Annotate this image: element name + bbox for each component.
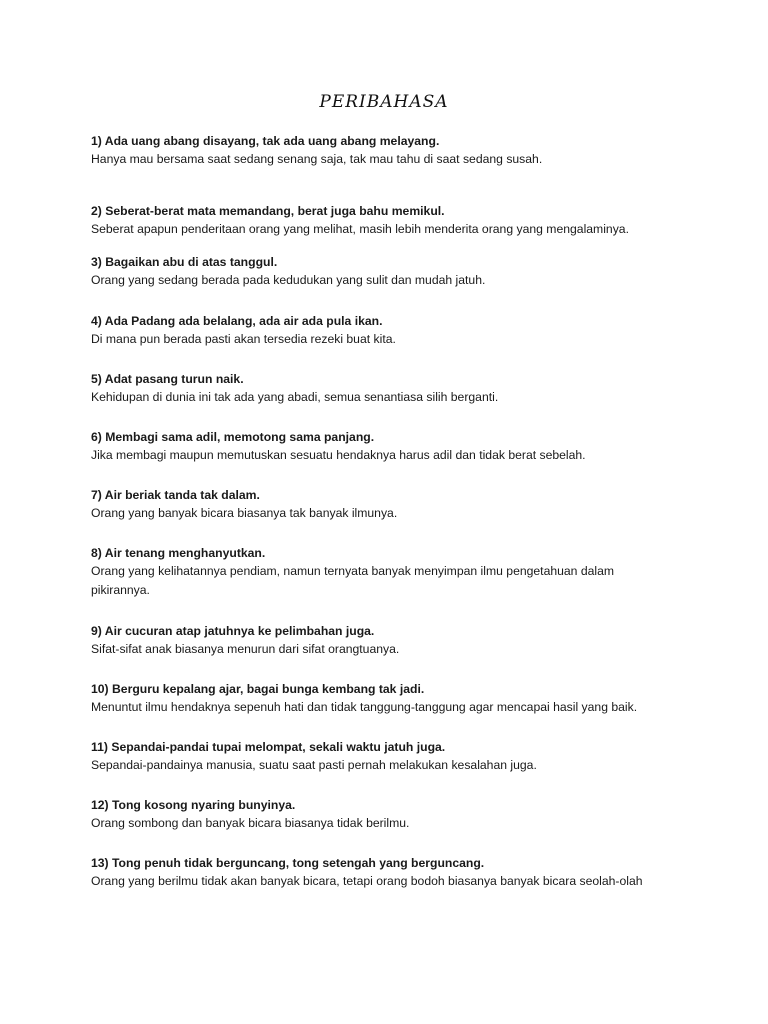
list-item bbox=[91, 253, 691, 290]
list-item bbox=[91, 680, 691, 717]
proverb-text: 8) Air tenang menghanyutkan. bbox=[91, 546, 266, 560]
proverb-text: 13) Tong penuh tidak berguncang, tong setengah yang berguncang. bbox=[91, 856, 485, 870]
proverb-text: 4) Ada Padang ada belalang, ada air ada pula ikan. bbox=[91, 314, 383, 328]
list-item bbox=[91, 622, 691, 659]
page-title: PERIBAHASA bbox=[319, 92, 449, 112]
list-item bbox=[91, 486, 691, 523]
proverb-meaning: Jika membagi maupun memutuskan sesuatu hendaknya harus adil dan tidak berat sebelah. bbox=[91, 448, 586, 462]
proverb-text: 6) Membagi sama adil, memotong sama panjang. bbox=[91, 430, 375, 444]
proverb-meaning: Orang yang banyak bicara biasanya tak banyak ilmunya. bbox=[91, 506, 398, 520]
proverb-meaning: Orang sombong dan banyak bicara biasanya tidak berilmu. bbox=[91, 816, 410, 830]
proverb-text: 9) Air cucuran atap jatuhnya ke pelimbahan juga. bbox=[91, 624, 375, 638]
proverb-text: 11) Sepandai-pandai tupai melompat, sekali waktu jatuh juga. bbox=[91, 740, 446, 754]
list-item bbox=[91, 428, 691, 465]
list-item bbox=[91, 202, 691, 239]
list-item bbox=[91, 854, 691, 891]
list-item bbox=[91, 738, 691, 775]
proverb-meaning: Orang yang kelihatannya pendiam, namun ternyata banyak menyimpan ilmu pengetahuan dalam pikirannya. bbox=[91, 564, 615, 597]
proverb-text: 5) Adat pasang turun naik. bbox=[91, 372, 244, 386]
proverb-meaning: Di mana pun berada pasti akan tersedia rezeki buat kita. bbox=[91, 332, 396, 346]
proverb-text: 7) Air beriak tanda tak dalam. bbox=[91, 488, 260, 502]
proverb-meaning: Sepandai-pandainya manusia, suatu saat pasti pernah melakukan kesalahan juga. bbox=[91, 758, 537, 772]
proverb-text: 10) Berguru kepalang ajar, bagai bunga kembang tak jadi. bbox=[91, 682, 425, 696]
proverb-meaning: Sifat-sifat anak biasanya menurun dari sifat orangtuanya. bbox=[91, 642, 400, 656]
proverb-meaning: Orang yang berilmu tidak akan banyak bicara, tetapi orang bodoh biasanya banyak bicara seolah-olah bbox=[91, 874, 643, 888]
proverb-text: 1) Ada uang abang disayang, tak ada uang abang melayang. bbox=[91, 134, 440, 148]
list-item bbox=[91, 544, 691, 600]
list-item bbox=[91, 796, 691, 833]
proverb-meaning: Menuntut ilmu hendaknya sepenuh hati dan tidak tanggung-tanggung agar mencapai hasil yang baik. bbox=[91, 700, 638, 714]
proverb-meaning: Hanya mau bersama saat sedang senang saja, tak mau tahu di saat sedang susah. bbox=[91, 152, 543, 166]
list-item bbox=[91, 370, 691, 407]
list-item bbox=[91, 312, 691, 349]
proverb-text: 12) Tong kosong nyaring bunyinya. bbox=[91, 798, 296, 812]
list-item bbox=[91, 132, 691, 169]
proverb-meaning: Kehidupan di dunia ini tak ada yang abadi, semua senantiasa silih berganti. bbox=[91, 390, 499, 404]
proverb-text: 2) Seberat-berat mata memandang, berat juga bahu memikul. bbox=[91, 204, 445, 218]
proverb-text: 3) Bagaikan abu di atas tanggul. bbox=[91, 255, 278, 269]
proverb-meaning: Seberat apapun penderitaan orang yang melihat, masih lebih menderita orang yang mengalaminya. bbox=[91, 222, 629, 236]
proverb-meaning: Orang yang sedang berada pada kedudukan yang sulit dan mudah jatuh. bbox=[91, 273, 486, 287]
